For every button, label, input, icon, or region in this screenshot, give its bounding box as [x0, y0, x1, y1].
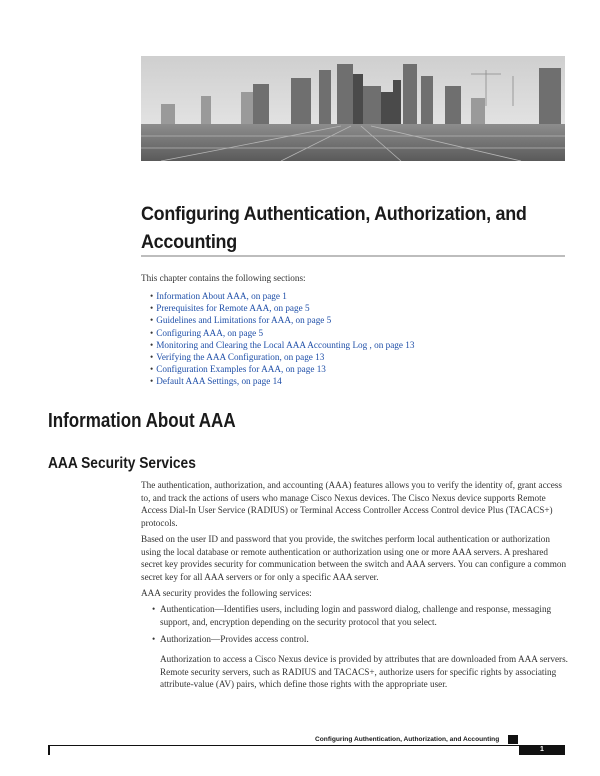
toc-item [150, 375, 414, 387]
page-number: 1 [540, 746, 544, 753]
paragraph-aaa-overview: The authentication, authorization, and accounting (AAA) features allows you to verify the identity of, grant access to, and track the actions of users who manage Cisco Nexus devices. The Cisco Nexus device supports Remote Access Dial-In User Service (RADIUS) or Terminal Access Controller Access Control device Plus (TACACS+) protocols. [141, 480, 562, 528]
bullet-icon: • [150, 291, 154, 301]
bullet-icon: • [150, 315, 154, 326]
bullet-icon: • [150, 376, 154, 387]
bullet-icon: • [150, 364, 154, 375]
title-divider [141, 255, 565, 257]
header-cityscape-image [141, 56, 565, 161]
chapter-title [141, 200, 537, 256]
toc-item [150, 302, 414, 314]
toc-link-default-settings[interactable]: Default AAA Settings, on page 14 [156, 376, 282, 387]
toc-item [150, 290, 414, 302]
paragraph-authentication-methods: Based on the user ID and password that you provide, the switches perform local authentication or authorization using the local database or remote authentication or authorization using one or more AAA servers. A preshared secret key provides security for communication between the switch and AAA servers. You can configure a common secret key for all AAA servers or for only a specific AAA server. [141, 534, 567, 582]
bullet-icon: • [150, 339, 154, 350]
toc-item [150, 363, 414, 375]
chapter-title-line2: Accounting [141, 231, 237, 253]
toc-item [150, 351, 414, 363]
toc-link-examples[interactable]: Configuration Examples for AAA, on page 13 [156, 364, 326, 375]
toc-link-configuring-aaa[interactable]: Configuring AAA, on page 5 [156, 327, 264, 338]
toc-list [150, 290, 414, 388]
toc-link-information-about-aaa[interactable]: Information About AAA, on page 1 [156, 291, 287, 301]
bullet-icon: • [150, 352, 154, 363]
bullet-icon: • [152, 604, 156, 614]
paragraph-services-intro: AAA security provides the following services: [141, 588, 312, 598]
footer-marker [508, 735, 518, 744]
paragraph-authorization-detail: Authorization to access a Cisco Nexus device is provided by attributes that are downloaded from AAA servers. Remote security servers, such as RADIUS and TACACS+, authorize users for specific rights by associating attribute-value (AV) pairs, which define those rights with the appropriate user. [160, 654, 568, 690]
bullet-icon: • [152, 634, 156, 644]
bullet-icon: • [150, 327, 154, 338]
footer-rule [48, 745, 565, 746]
bullet-icon: • [150, 303, 154, 314]
toc-link-monitoring[interactable]: Monitoring and Clearing the Local AAA Accounting Log , on page 13 [156, 339, 415, 350]
chapter-title-line1: Configuring Authentication, Authorization, and [141, 203, 527, 225]
footer-tick [48, 745, 50, 755]
section-heading: Information About AAA [48, 410, 236, 432]
toc-link-prerequisites[interactable]: Prerequisites for Remote AAA, on page 5 [156, 303, 310, 314]
list-item-authentication [152, 603, 568, 628]
footer-chapter-title: Configuring Authentication, Authorization, and Accounting [315, 736, 500, 743]
toc-item [150, 339, 414, 351]
chapter-intro: This chapter contains the following sections: [141, 273, 306, 283]
toc-link-guidelines[interactable]: Guidelines and Limitations for AAA, on page 5 [156, 315, 332, 326]
toc-item [150, 327, 414, 339]
list-item-text: Authentication—Identifies users, including login and password dialog, challenge and response, messaging support, and, encryption depending on the security protocol that you select. [160, 604, 552, 627]
toc-link-verifying[interactable]: Verifying the AAA Configuration, on page 13 [156, 352, 325, 363]
toc-item [150, 314, 414, 326]
subsection-heading: AAA Security Services [48, 455, 196, 472]
list-item-authorization [152, 633, 568, 646]
list-item-text: Authorization—Provides access control. [160, 634, 309, 644]
